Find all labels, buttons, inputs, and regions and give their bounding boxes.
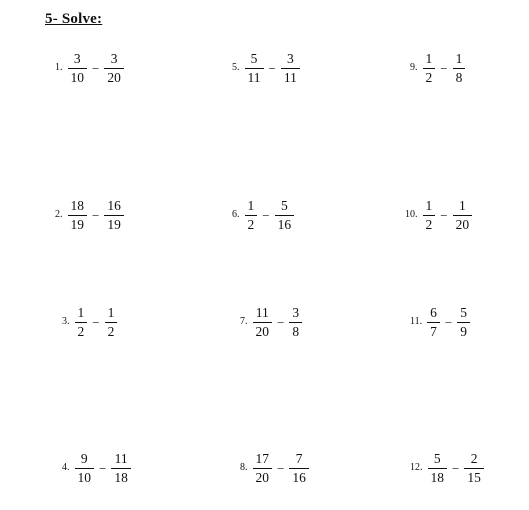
minus-sign: −	[99, 460, 107, 476]
numerator: 3	[292, 305, 300, 320]
problem-number: 9.	[410, 62, 418, 73]
problem-number: 12.	[410, 462, 423, 473]
denominator: 2	[77, 323, 85, 339]
denominator: 10	[77, 469, 91, 485]
minus-sign: −	[277, 314, 285, 330]
problem-number: 4.	[62, 462, 70, 473]
problem-number: 7.	[240, 316, 248, 327]
numerator: 6	[430, 305, 437, 320]
fraction-second	[452, 52, 467, 84]
minus-sign: −	[452, 460, 460, 476]
numerator: 5	[250, 51, 258, 66]
denominator: 2	[425, 216, 433, 232]
worksheet-title: 5- Solve:	[45, 11, 103, 27]
denominator: 18	[114, 469, 128, 485]
numerator: 3	[73, 51, 81, 66]
denominator: 8	[455, 69, 463, 85]
problem-number: 6.	[232, 209, 240, 220]
numerator: 2	[470, 451, 478, 466]
numerator: 5	[280, 198, 288, 213]
denominator: 16	[277, 216, 292, 232]
numerator: 5	[433, 451, 441, 466]
problem-9	[410, 48, 466, 88]
numerator: 18	[70, 198, 84, 213]
fraction-second	[103, 199, 125, 231]
numerator: 1	[425, 51, 433, 66]
fraction-second	[103, 52, 125, 84]
fraction-first	[74, 306, 89, 338]
denominator: 19	[107, 216, 121, 232]
numerator: 5	[460, 305, 467, 320]
fraction-second	[288, 452, 310, 484]
numerator: 3	[286, 51, 294, 66]
fraction-second	[456, 306, 471, 338]
minus-sign: −	[440, 207, 448, 223]
problem-number: 11.	[410, 316, 423, 327]
problem-number: 2.	[55, 209, 63, 220]
fraction-second	[463, 452, 485, 484]
numerator: 1	[455, 51, 463, 66]
fraction-first	[252, 306, 274, 338]
fraction-first	[427, 452, 449, 484]
numerator: 11	[255, 305, 269, 320]
problem-8	[240, 448, 310, 488]
denominator: 20	[455, 216, 470, 232]
fraction-second	[280, 52, 301, 84]
denominator: 8	[292, 323, 300, 339]
problem-4	[62, 448, 132, 488]
denominator: 2	[107, 323, 115, 339]
numerator: 1	[107, 305, 115, 320]
denominator: 20	[107, 69, 121, 85]
fraction-first	[74, 452, 96, 484]
numerator: 1	[425, 198, 433, 213]
problem-12	[410, 448, 485, 488]
denominator: 15	[467, 469, 481, 485]
numerator: 16	[107, 198, 121, 213]
problem-10	[405, 195, 473, 235]
denominator: 20	[255, 469, 269, 485]
denominator: 10	[70, 69, 84, 85]
denominator: 7	[430, 323, 437, 339]
fraction-second	[452, 199, 474, 231]
fraction-second	[274, 199, 296, 231]
minus-sign: −	[440, 60, 448, 76]
fraction-first	[244, 52, 265, 84]
denominator: 19	[70, 216, 84, 232]
problem-6	[232, 195, 295, 235]
problem-11	[410, 302, 471, 342]
denominator: 11	[283, 69, 297, 85]
fraction-first	[67, 199, 89, 231]
minus-sign: −	[92, 207, 100, 223]
problem-5	[232, 48, 301, 88]
fraction-first	[252, 452, 274, 484]
problem-7	[240, 302, 303, 342]
problem-number: 8.	[240, 462, 248, 473]
problem-number: 1.	[55, 62, 63, 73]
fraction-first	[426, 306, 441, 338]
problem-number: 5.	[232, 62, 240, 73]
denominator: 16	[292, 469, 306, 485]
problem-number: 10.	[405, 209, 418, 220]
problem-2	[55, 195, 125, 235]
numerator: 7	[295, 451, 303, 466]
fraction-first	[244, 199, 259, 231]
fraction-first	[422, 199, 437, 231]
numerator: 1	[77, 305, 85, 320]
fraction-second	[288, 306, 303, 338]
minus-sign: −	[92, 314, 100, 330]
numerator: 3	[110, 51, 118, 66]
numerator: 9	[80, 451, 88, 466]
denominator: 2	[247, 216, 255, 232]
denominator: 11	[247, 69, 261, 85]
numerator: 1	[247, 198, 255, 213]
denominator: 2	[425, 69, 433, 85]
minus-sign: −	[444, 314, 453, 330]
problem-number: 3.	[62, 316, 70, 327]
denominator: 20	[255, 323, 269, 339]
problem-1	[55, 48, 125, 88]
denominator: 18	[430, 469, 444, 485]
problem-3	[62, 302, 118, 342]
minus-sign: −	[92, 60, 100, 76]
fraction-first	[422, 52, 437, 84]
fraction-first	[67, 52, 89, 84]
minus-sign: −	[262, 207, 270, 223]
numerator: 11	[114, 451, 128, 466]
denominator: 9	[460, 323, 467, 339]
minus-sign: −	[268, 60, 276, 76]
minus-sign: −	[277, 460, 285, 476]
fraction-second	[110, 452, 132, 484]
numerator: 17	[255, 451, 269, 466]
fraction-second	[104, 306, 119, 338]
numerator: 1	[458, 198, 466, 213]
